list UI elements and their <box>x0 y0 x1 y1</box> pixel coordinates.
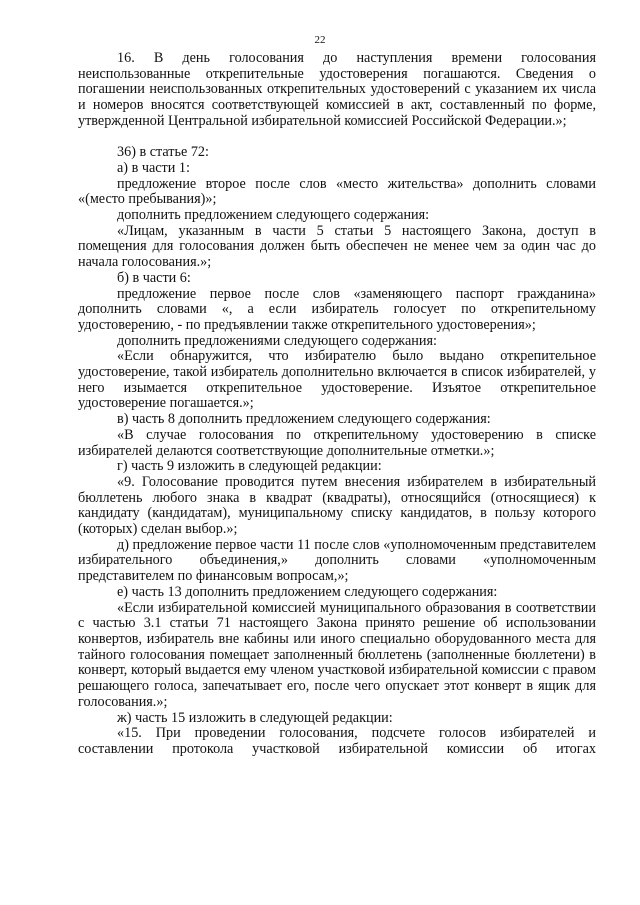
document-body <box>78 51 596 758</box>
page-number: 22 <box>314 34 326 46</box>
paragraph: «Лицам, указанным в части 5 статьи 5 настоящего Закона, доступ в помещения для голосования должен быть обеспечен не менее чем за один час до начала голосования.»; <box>78 222 596 271</box>
paragraph: «В случае голосования по открепительному удостоверению в списке избирателей делаются соответствующие дополнительные отметки.»; <box>78 426 596 459</box>
paragraph: «9. Голосование проводится путем внесения избирателем в избирательный бюллетень любого знака в квадрат (квадраты), относящийся (относящиеся) к кандидату (кандидатам), муниципальному списку кандидатов, в пользу которого (которых) сделан выбор.»; <box>78 473 596 538</box>
paragraph: предложение первое после слов «заменяющего паспорт гражданина» дополнить словами «, а если избиратель голосует по открепительному удостоверению, - по предъявлении также открепительного удостоверения»; <box>78 285 596 333</box>
paragraph: б) в части 6: <box>117 269 191 286</box>
paragraph-spacer <box>78 130 596 146</box>
paragraph: дополнить предложением следующего содержания: <box>117 207 430 224</box>
paragraph: «Если избирательной комиссией муниципального образования в соответствии с частью 3.1 статьи 71 настоящего Закона принято решение об использовании конвертов, избиратель вне кабины или иного специально оборудованного места для тайного голосования помещает заполненный бюллетень (заполненные бюллетени) в конверт, который выдается ему членом участковой избирательной комиссии с правом решающего голоса, запечатывает его, после чего опускает этот конверт в ящик для голосования.»; <box>78 599 596 710</box>
paragraph: ж) часть 15 изложить в следующей редакции: <box>117 709 393 726</box>
paragraph: в) часть 8 дополнить предложением следующего содержания: <box>117 411 491 428</box>
paragraph: «Если обнаружится, что избирателю было выдано открепительное удостоверение, такой избиратель дополнительно включается в список избирателей, у него изымается открепительное удостоверение. Изъятое открепительное удостоверение погашается.»; <box>78 348 596 412</box>
paragraph: 36) в статье 72: <box>117 144 209 161</box>
paragraph: д) предложение первое части 11 после слов «уполномоченным представителем избирательного объединения,» дополнить словами «уполномоченным представителем по финансовым вопросам,»; <box>78 536 596 585</box>
paragraph: г) часть 9 изложить в следующей редакции: <box>117 458 382 475</box>
paragraph: предложение второе после слов «место жительства» дополнить словами «(место пребывания)»; <box>78 175 596 208</box>
paragraph: дополнить предложениями следующего содержания: <box>117 332 437 349</box>
paragraph: а) в части 1: <box>117 159 190 176</box>
paragraph: «15. При проведении голосования, подсчете голосов избирателей и составлении протокола участковой избирательной комиссии об итогах <box>78 725 596 757</box>
paragraph: е) часть 13 дополнить предложением следующего содержания: <box>117 583 498 600</box>
paragraph: 16. В день голосования до наступления времени голосования неиспользованные открепительные удостоверения погашаются. Сведения о погашении неиспользованных открепительных удостоверений с указанием их числа и номеров вносятся соответствующей комиссией в акт, составленный по форме, утвержденной Центральной избирательной комиссией Российской Федерации.»; <box>78 50 596 129</box>
